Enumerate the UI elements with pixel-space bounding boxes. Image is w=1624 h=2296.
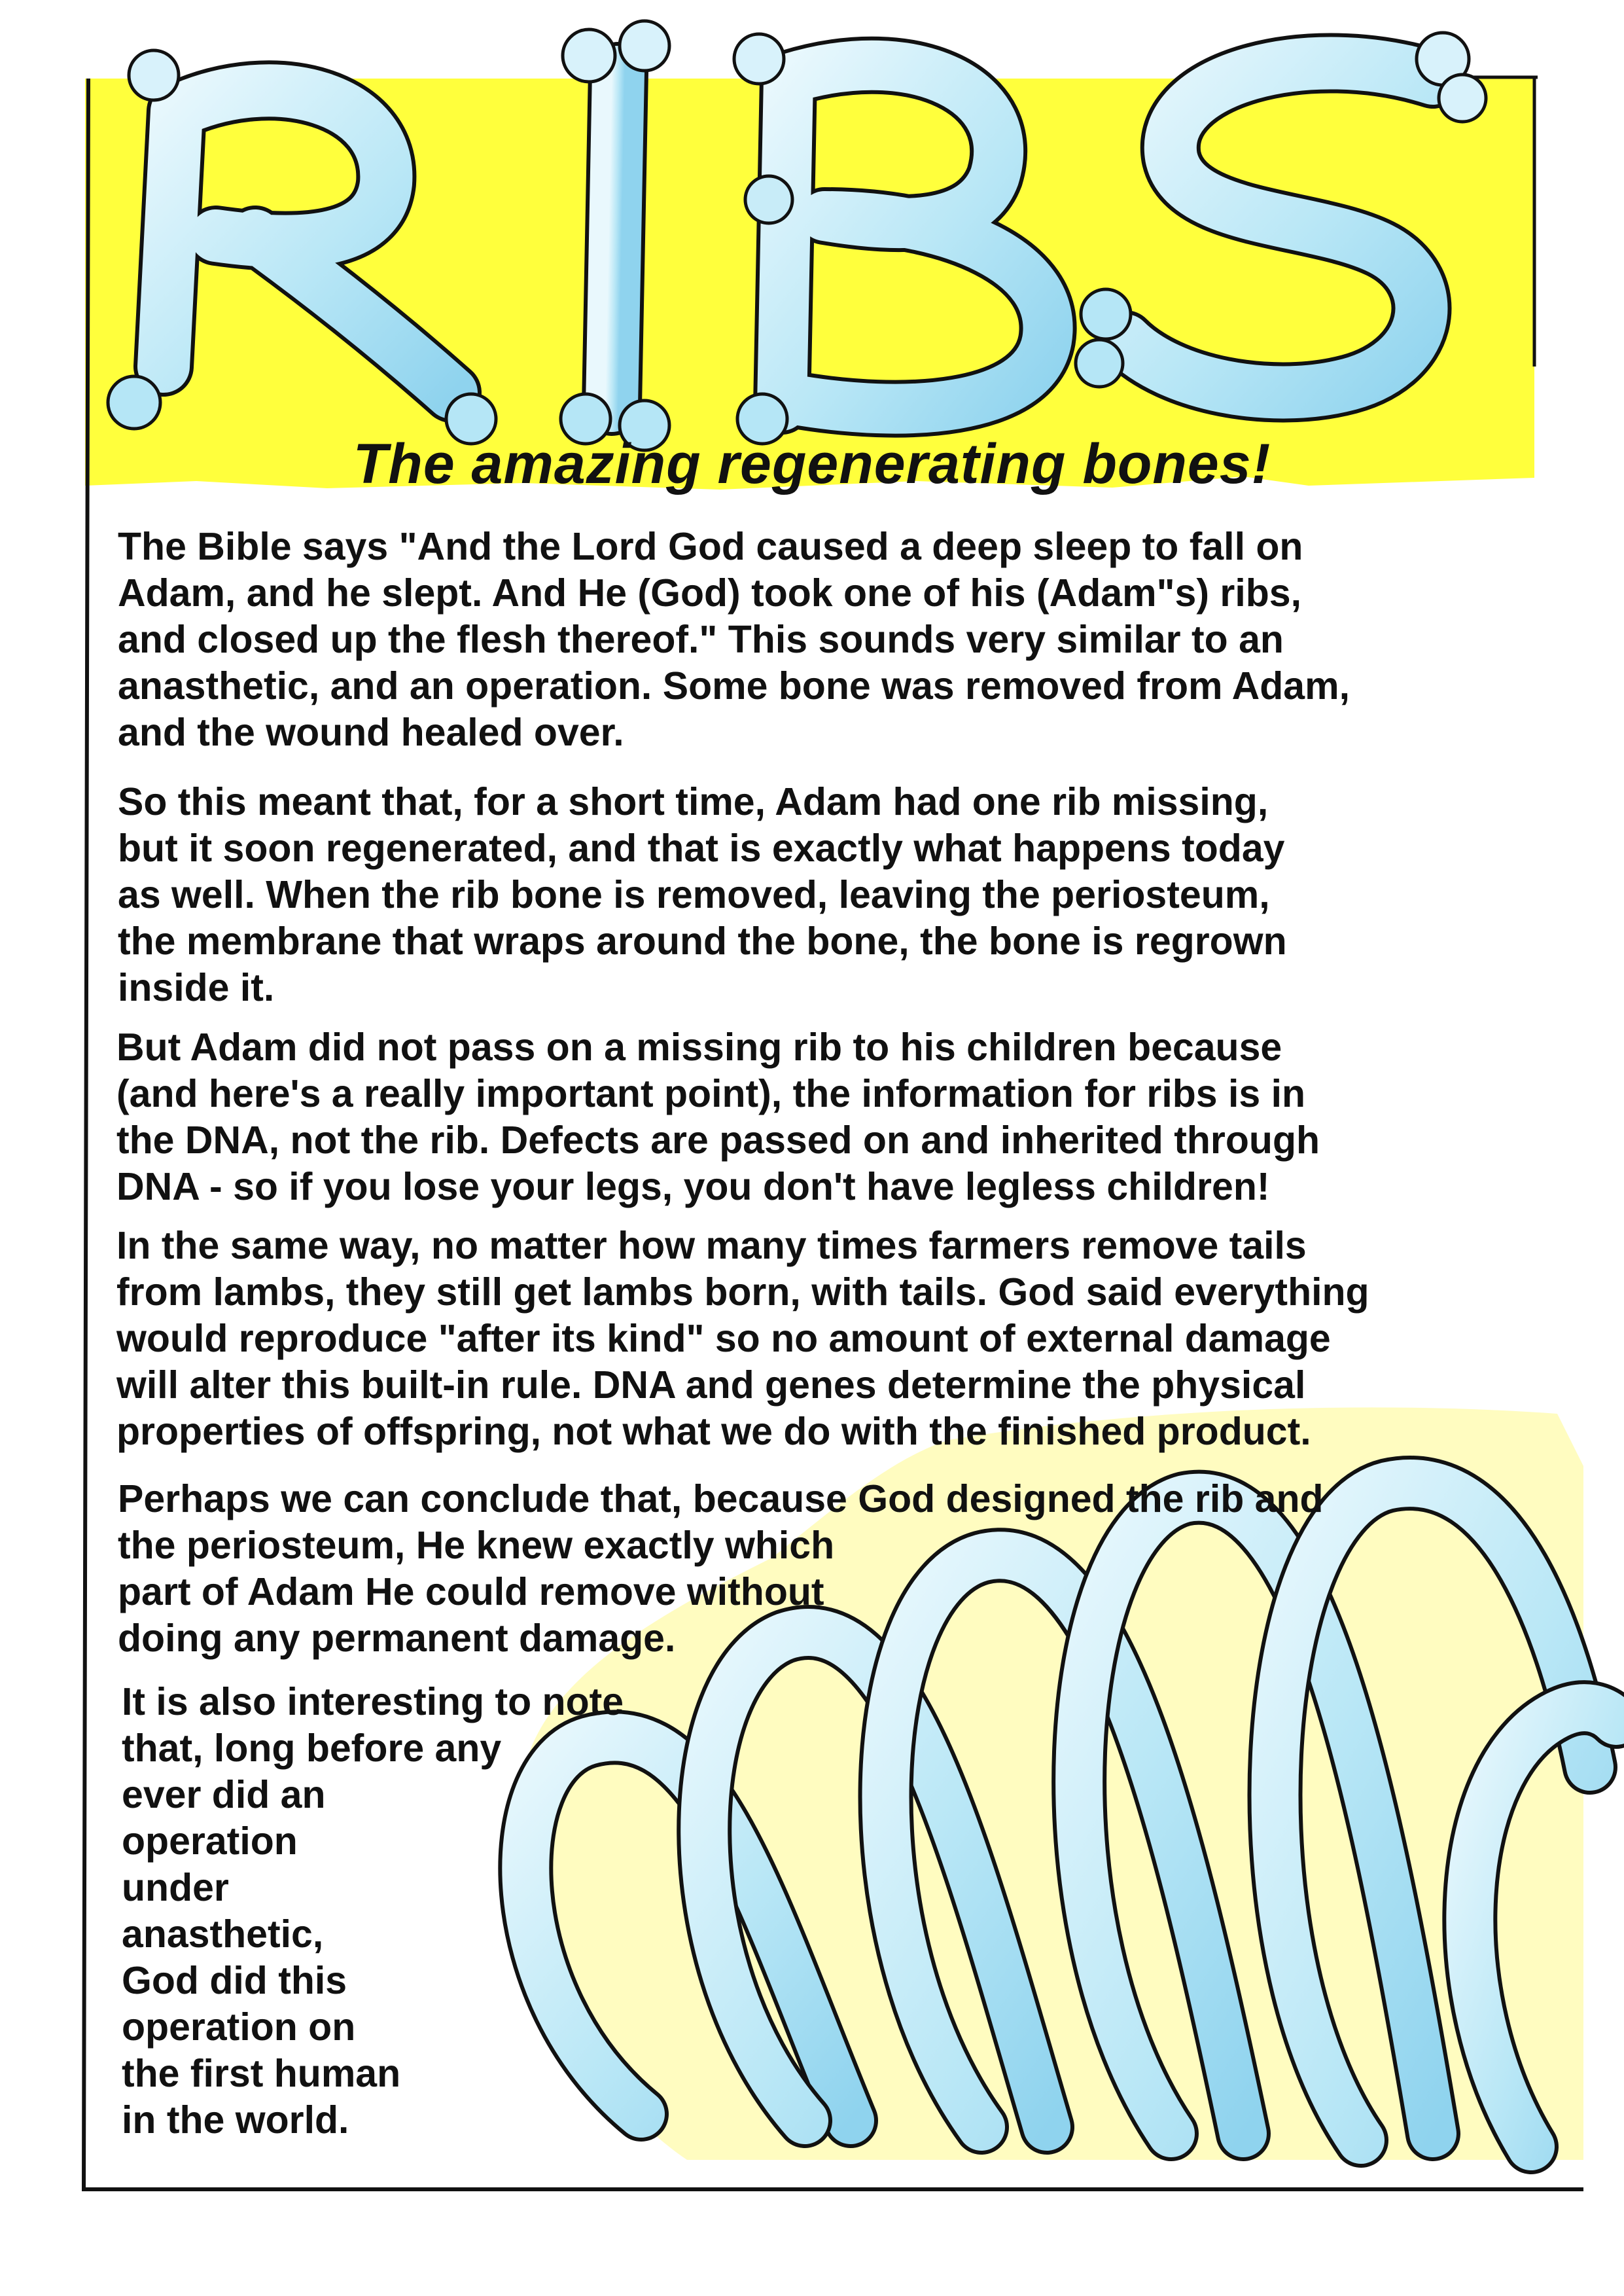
paragraph-line: properties of offspring, not what we do with the finished product. [116,1410,1311,1453]
paragraph-line: inside it. [118,966,275,1009]
paragraph-line: in the world. [122,2098,349,2142]
paragraph-line: the membrane that wraps around the bone, the bone is regrown [118,920,1287,963]
paragraph-1 [118,524,1350,756]
paragraph-line: from lambs, they still get lambs born, with tails. God said everything [116,1270,1369,1314]
paragraph-line: operation on [122,2005,356,2049]
paragraph-line: will alter this built-in rule. DNA and genes determine the physical [116,1363,1306,1407]
paragraph-line: It is also interesting to note [122,1680,624,1723]
paragraph-5 [118,1476,1324,1662]
paragraph-line: and the wound healed over. [118,711,624,754]
paragraph-line: God did this [122,1959,347,2002]
paragraph-line: but it soon regenerated, and that is exactly what happens today [118,827,1285,870]
paragraph-line: Perhaps we can conclude that, because God designed the rib and [118,1477,1324,1520]
paragraph-line: But Adam did not pass on a missing rib to his children because [116,1026,1282,1069]
paragraph-3 [116,1024,1320,1210]
subtitle-headline: The amazing regenerating bones! [353,433,1271,495]
paragraph-line: (and here's a really important point), the information for ribs is in [116,1072,1306,1115]
paragraph-2 [118,779,1287,1011]
paragraph-line: under [122,1866,229,1909]
paragraph-line: doing any permanent damage. [118,1617,676,1660]
paragraph-line: DNA - so if you lose your legs, you don't have legless children! [116,1165,1270,1208]
paragraph-4 [116,1223,1369,1455]
paragraph-line: and closed up the flesh thereof." This sounds very similar to an [118,618,1284,661]
paragraph-line: So this meant that, for a short time, Adam had one rib missing, [118,780,1269,823]
paragraph-6 [122,1679,624,2144]
paragraph-line: the DNA, not the rib. Defects are passed on and inherited through [116,1119,1320,1162]
paragraph-line: Adam, and he slept. And He (God) took one of his (Adam"s) ribs, [118,571,1302,615]
paragraph-line: ever did an [122,1773,326,1816]
paragraph-line: The Bible says "And the Lord God caused a deep sleep to fall on [118,525,1303,568]
paragraph-line: anasthetic, [122,1912,324,1956]
paragraph-line: In the same way, no matter how many times farmers remove tails [116,1224,1307,1267]
paragraph-line: as well. When the rib bone is removed, leaving the periosteum, [118,873,1270,916]
paragraph-line: would reproduce "after its kind" so no amount of external damage [116,1317,1331,1360]
paragraph-line: that, long before any [122,1727,502,1770]
paragraph-line: the periosteum, He knew exactly which [118,1524,835,1567]
paragraph-line: part of Adam He could remove without [118,1570,824,1613]
paragraph-line: operation [122,1820,298,1863]
paragraph-line: the first human [122,2052,401,2095]
paragraph-line: anasthetic, and an operation. Some bone was removed from Adam, [118,664,1350,708]
